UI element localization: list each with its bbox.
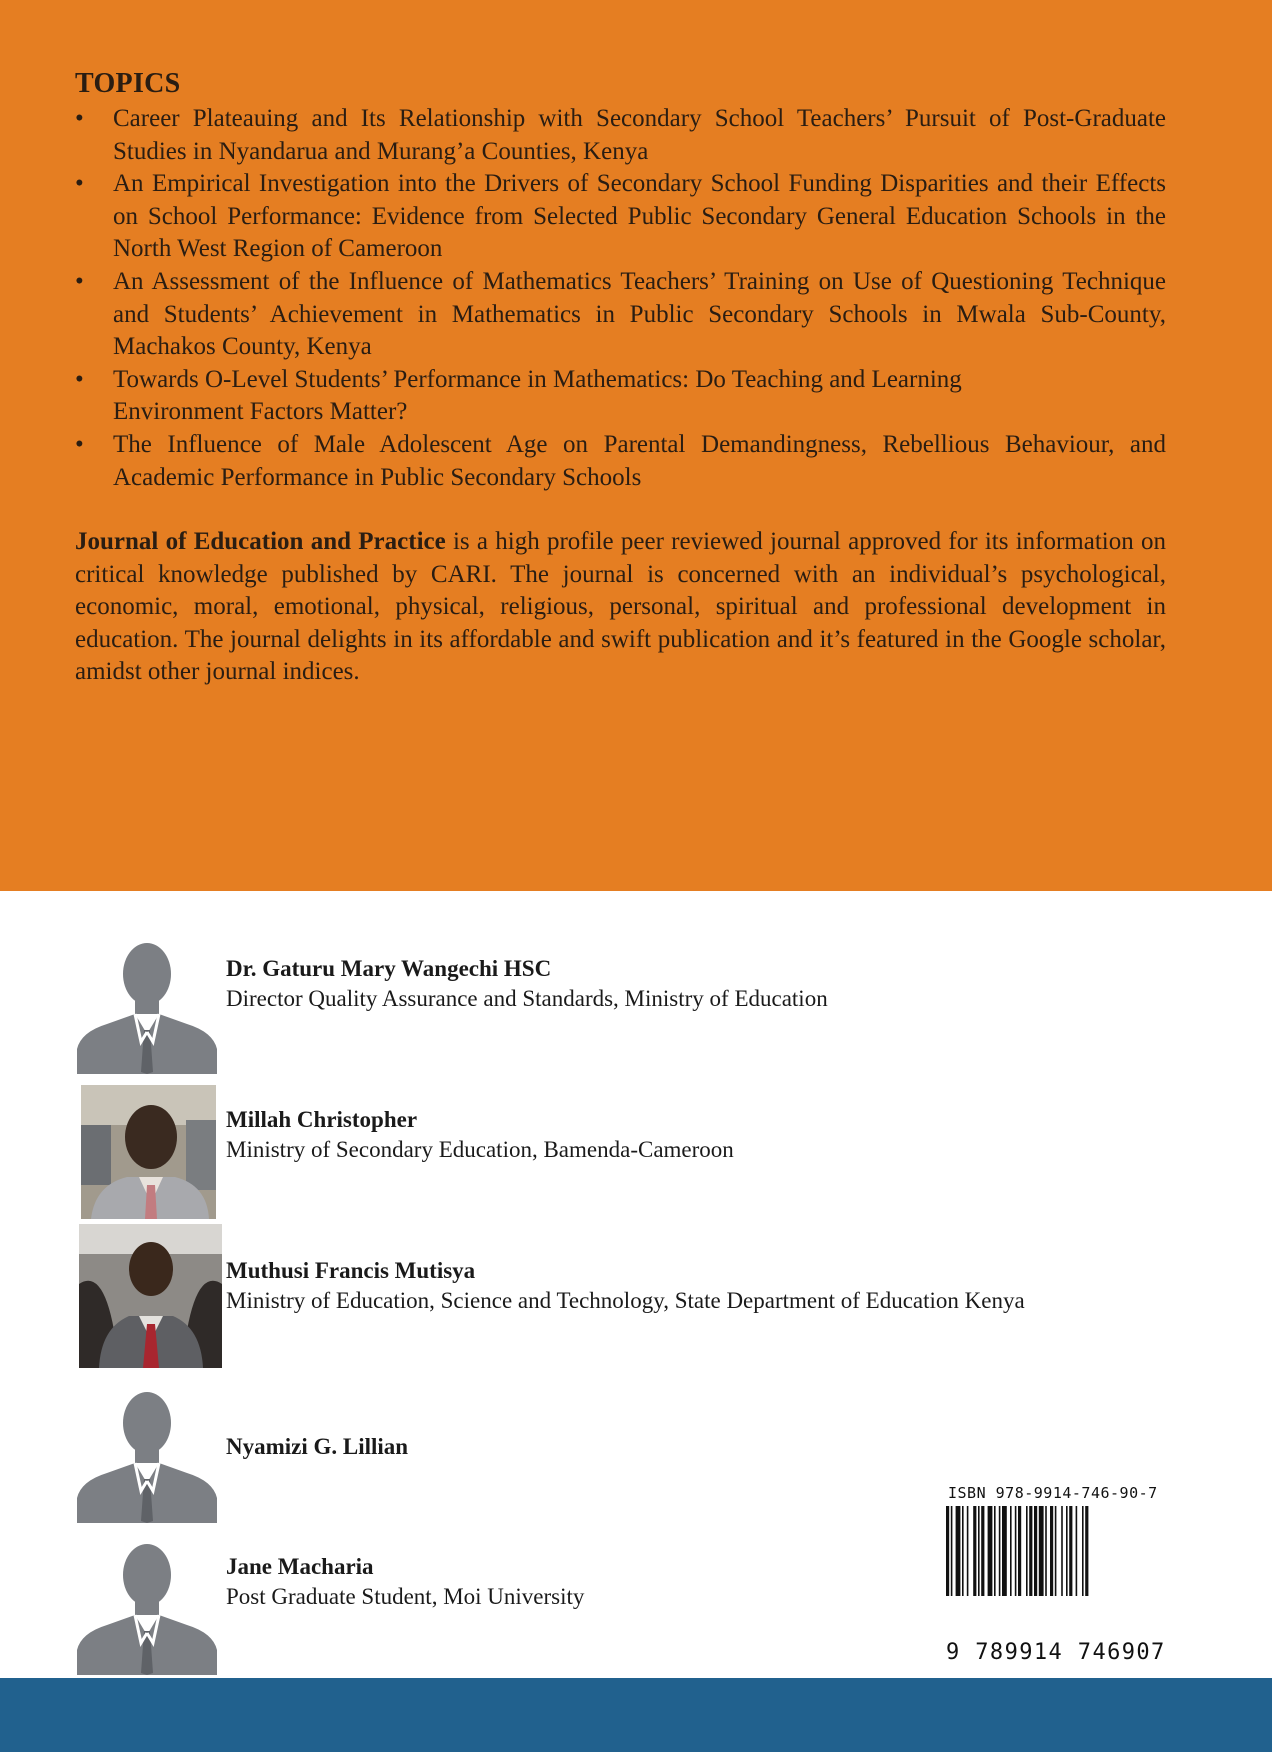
bullet-icon: • [75,430,84,458]
topic-item [75,364,1166,429]
topic-text: Career Plateauing and Its Relationship with Secondary School Teachers’ Pursuit of Post-Graduate Studies in Nyandarua and Murang’a Counties, Kenya [113,105,1166,165]
author-photo [81,1085,216,1219]
barcode-digits: 9 789914 746907 [946,1640,1166,1665]
barcode [944,1506,1162,1596]
author-name: Millah Christopher [226,1107,418,1132]
journal-description [75,526,1166,689]
topic-item [75,429,1166,494]
person-silhouette-icon [77,1535,217,1675]
author-role: Post Graduate Student, Moi University [226,1584,585,1609]
author-details [226,1432,408,1462]
journal-name: Journal of Education and Practice [75,528,446,555]
author-name: Muthusi Francis Mutisya [226,1258,476,1283]
footer-band [0,1678,1272,1752]
topic-item [75,103,1166,168]
topic-item [75,168,1166,266]
author-photo [79,1224,222,1368]
author-role: Director Quality Assurance and Standards, Ministry of Education [226,986,828,1011]
author-role: Ministry of Secondary Education, Bamenda-Cameroon [226,1137,734,1162]
author-details [226,1552,584,1612]
bullet-icon: • [75,105,84,132]
topic-text: An Empirical Investigation into the Drivers of Secondary School Funding Disparities and their Effects on School Performance: Evidence from Selected Public Secondary General Education Schools in the North West Region of Cameroon [113,170,1166,263]
topic-text: Towards O-Level Students’ Performance in Mathematics: Do Teaching and Learning Environment Factors Matter? [113,365,962,426]
author-details [226,1256,1025,1316]
person-silhouette-icon [77,934,217,1074]
bullet-icon: • [75,267,84,295]
author-role: Ministry of Education, Science and Technology, State Department of Education Kenya [226,1288,1025,1313]
topic-item [75,266,1166,364]
isbn-label: ISBN 978-9914-746-90-7 [948,1484,1158,1502]
topic-text: An Assessment of the Influence of Mathematics Teachers’ Training on Use of Questioning Technique and Students’ Achievement in Mathematics in Public Secondary Schools in Mwala Sub-County, Machakos County, Kenya [113,267,1166,361]
journal-description-text: is a high profile peer reviewed journal approved for its information on critical knowledge published by CARI. The journal is concerned with an individual’s psychological, economic, moral, emotional, physical, religious, personal, spiritual and professional development in education. The journal delights in its affordable and swift publication and it’s featured in the Google scholar, amidst other journal indices. [75,528,1166,686]
person-silhouette-icon [77,1383,217,1523]
bullet-icon: • [75,170,84,198]
author-name: Nyamizi G. Lillian [226,1434,409,1459]
author-details [226,954,828,1014]
author-name: Dr. Gaturu Mary Wangechi HSC [226,956,552,981]
topic-list [75,103,1166,494]
topics-heading: TOPICS [75,68,181,99]
author-details [226,1105,734,1165]
author-name: Jane Macharia [226,1554,374,1579]
bullet-icon: • [75,365,84,393]
topic-text: The Influence of Male Adolescent Age on Parental Demandingness, Rebellious Behaviour, and Academic Performance in Public Secondary Schools [113,430,1166,491]
